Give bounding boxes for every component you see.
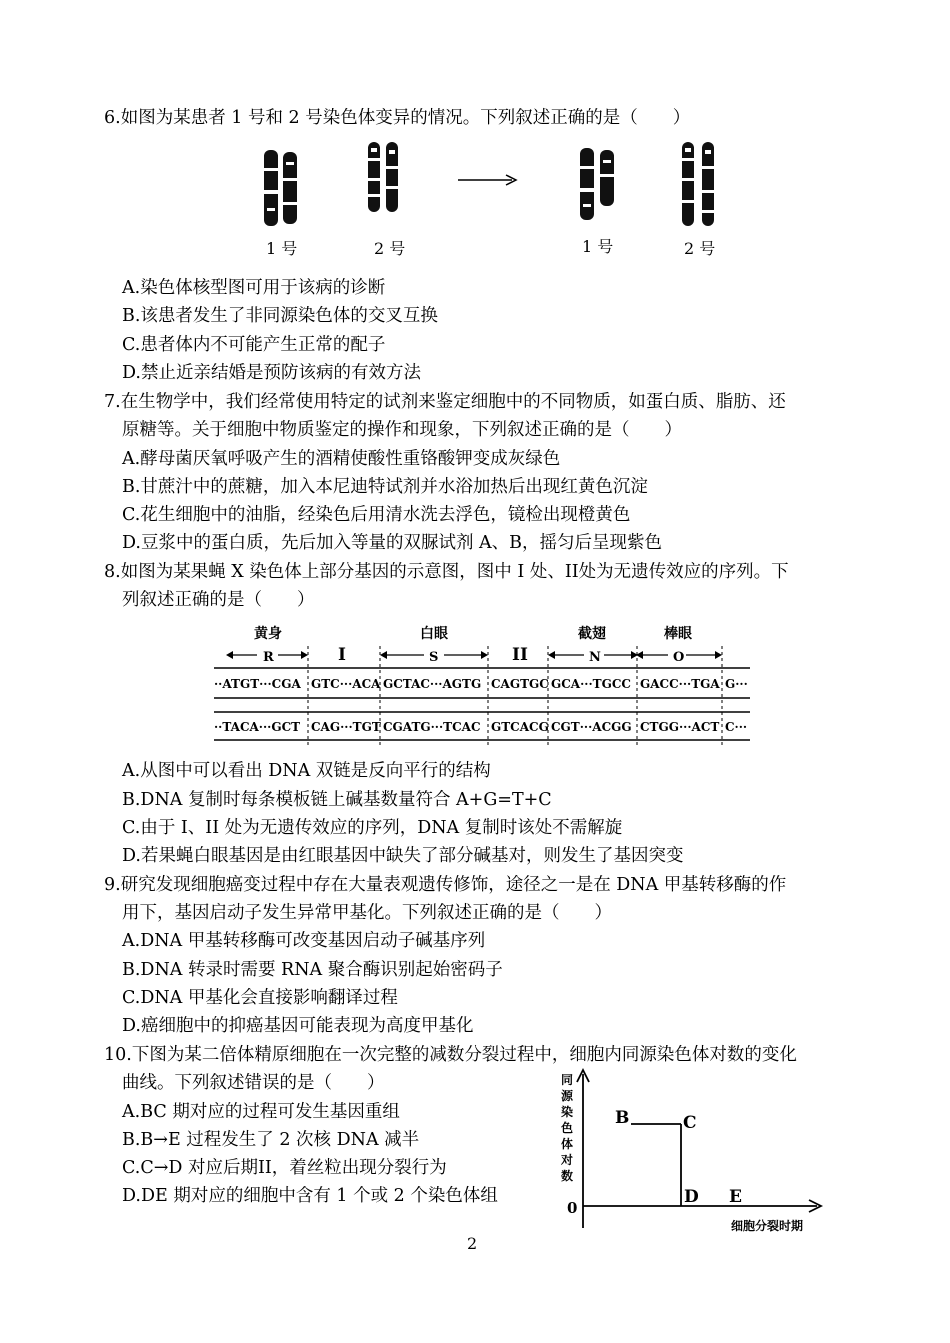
q7-stem-line2: 原糖等。关于细胞中物质鉴定的操作和现象，下列叙述正确的是（ ） (122, 420, 682, 440)
strand-segment: CGT···ACGG (551, 720, 632, 734)
svg-text:色: 色 (561, 1121, 574, 1135)
q8-gene-diagram (212, 620, 752, 750)
q8-option-b: B.DNA 复制时每条模板链上碱基数量符合 A+G=T+C (122, 790, 552, 810)
q9-stem-line2: 用下，基因启动子发生异常甲基化。下列叙述正确的是（ ） (122, 903, 612, 923)
q9-stem-line1: 9.研究发现细胞癌变过程中存在大量表观遗传修饰，途径之一是在 DNA 甲基转移酶的作 (104, 875, 787, 895)
q8-option-d: D.若果蝇白眼基因是由红眼基因中缺失了部分碱基对，则发生了基因突变 (122, 846, 684, 866)
point-d-label: D (684, 1187, 699, 1207)
gene-label: O (673, 650, 685, 665)
svg-text:染: 染 (561, 1105, 574, 1119)
trait-label: 截翅 (578, 626, 606, 642)
point-b-label: B (615, 1108, 630, 1128)
chromosome-2-mutated (682, 142, 714, 226)
q9-option-c: C.DNA 甲基化会直接影响翻译过程 (122, 988, 398, 1008)
strand-segment: GACC···TGA (640, 677, 720, 691)
origin-label: 0 (567, 1199, 578, 1217)
q10-option-a: A.BC 期对应的过程可发生基因重组 (122, 1102, 400, 1122)
strand-segment: C··· (725, 720, 748, 734)
q9-option-a: A.DNA 甲基转移酶可改变基因启动子碱基序列 (122, 931, 486, 951)
q9-option-d: D.癌细胞中的抑癌基因可能表现为高度甲基化 (122, 1016, 474, 1036)
region-label: II (512, 645, 528, 665)
q8-stem-line2: 列叙述正确的是（ ） (122, 590, 315, 610)
q10-option-d: D.DE 期对应的细胞中含有 1 个或 2 个染色体组 (122, 1186, 498, 1206)
strand-segment: CAG···TGT (311, 720, 381, 734)
q6-option-a: A.染色体核型图可用于该病的诊断 (122, 278, 386, 298)
strand-segment: GCA···TGCC (551, 677, 631, 691)
svg-text:对: 对 (561, 1153, 574, 1167)
q7-option-b: B.甘蔗汁中的蔗糖，加入本尼迪特试剂并水浴加热后出现红黄色沉淀 (122, 477, 648, 497)
q6-stem: 6.如图为某患者 1 号和 2 号染色体变异的情况。下列叙述正确的是（ ） (104, 108, 691, 128)
strand-segment: CAGTGC (491, 677, 549, 691)
strand-segment: G··· (725, 677, 748, 691)
q10-graph (555, 1068, 830, 1238)
trait-label: 棒眼 (664, 626, 692, 642)
x-axis-label: 细胞分裂时期 (731, 1219, 804, 1233)
strand-segment: CGATG···TCAC (383, 720, 481, 734)
page-number: 2 (467, 1234, 478, 1253)
q7-stem-line1: 7.在生物学中，我们经常使用特定的试剂来鉴定细胞中的不同物质，如蛋白质、脂肪、还 (104, 392, 786, 412)
svg-text:数: 数 (561, 1169, 574, 1183)
gene-label: S (429, 650, 439, 665)
chromosome-1-mutated (580, 148, 614, 220)
strand-segment: GTCACG (491, 720, 549, 734)
gene-label: R (263, 650, 274, 665)
trait-label: 白眼 (420, 626, 448, 642)
label-1-left: 1 号 (266, 239, 298, 258)
label-2-right: 2 号 (684, 239, 716, 258)
q6-option-b: B.该患者发生了非同源染色体的交叉互换 (122, 306, 438, 326)
chromosome-2-original (368, 142, 398, 212)
q7-option-a: A.酵母菌厌氧呼吸产生的酒精使酸性重铬酸钾变成灰绿色 (122, 449, 561, 469)
svg-text:同: 同 (561, 1073, 574, 1087)
graph-axes (577, 1070, 821, 1228)
graph-curve (631, 1124, 681, 1206)
arrow-icon (458, 175, 516, 185)
svg-text:源: 源 (561, 1089, 574, 1103)
strand-segment: ··ATGT···CGA (214, 677, 301, 691)
q10-option-b: B.B→E 过程发生了 2 次核 DNA 减半 (122, 1130, 420, 1150)
label-1-right: 1 号 (582, 237, 614, 256)
q7-option-d: D.豆浆中的蛋白质，先后加入等量的双脲试剂 A、B，摇匀后呈现紫色 (122, 533, 663, 553)
y-axis-label (560, 1073, 574, 1183)
strand-segment: ··TACA···GCT (214, 720, 301, 734)
trait-label: 黄身 (254, 626, 282, 642)
q10-stem-line2: 曲线。下列叙述错误的是（ ） (122, 1073, 385, 1093)
q10-option-c: C.C→D 对应后期II，着丝粒出现分裂行为 (122, 1158, 447, 1178)
point-e-label: E (729, 1187, 742, 1207)
q8-stem-line1: 8.如图为某果蝇 X 染色体上部分基因的示意图，图中 I 处、II处为无遗传效应的序列。下 (104, 562, 789, 582)
strand-segment: CTGG···ACT (640, 720, 720, 734)
q9-option-b: B.DNA 转录时需要 RNA 聚合酶识别起始密码子 (122, 960, 503, 980)
point-c-label: C (683, 1113, 697, 1133)
q6-option-d: D.禁止近亲结婚是预防该病的有效方法 (122, 363, 421, 383)
strand-segment: GCTAC···AGTG (383, 677, 482, 691)
svg-text:体: 体 (561, 1137, 574, 1151)
q8-option-a: A.从图中可以看出 DNA 双链是反向平行的结构 (122, 761, 491, 781)
q10-stem-line1: 10.下图为某二倍体精原细胞在一次完整的减数分裂过程中，细胞内同源染色体对数的变化 (104, 1045, 797, 1065)
gene-label: N (589, 650, 601, 665)
label-2-left: 2 号 (374, 239, 406, 258)
q6-option-c: C.患者体内不可能产生正常的配子 (122, 335, 386, 355)
chromosome-1-original (264, 150, 297, 226)
strand-segment: GTC···ACA (311, 677, 381, 691)
q6-chromosome-figure (250, 138, 750, 263)
region-label: I (338, 645, 346, 665)
q7-option-c: C.花生细胞中的油脂，经染色后用清水洗去浮色，镜检出现橙黄色 (122, 505, 631, 525)
q8-option-c: C.由于 I、II 处为无遗传效应的序列，DNA 复制时该处不需解旋 (122, 818, 623, 838)
